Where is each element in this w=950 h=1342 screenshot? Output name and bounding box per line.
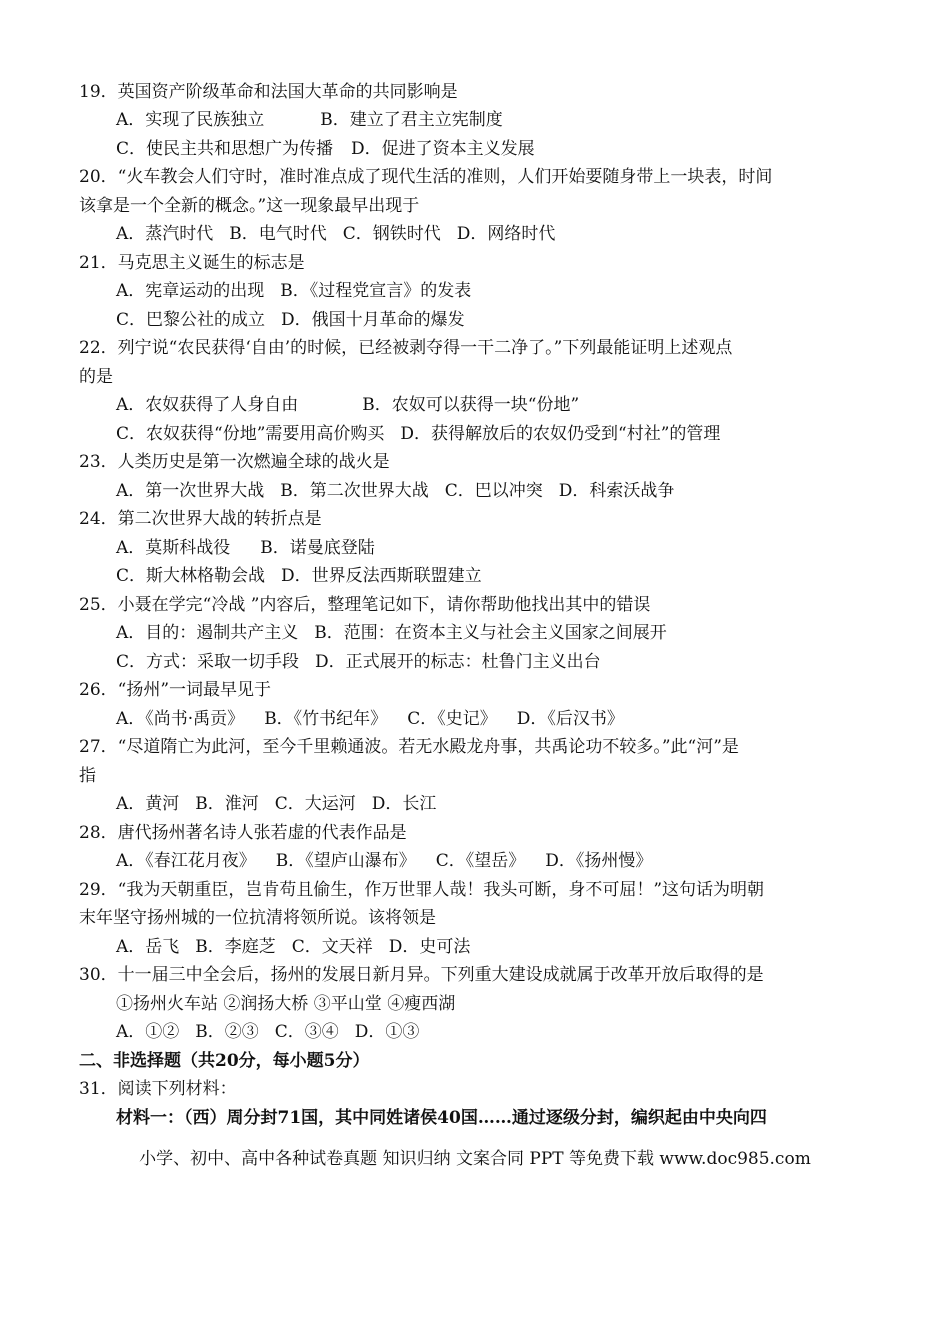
question-20-stem-line1: 20．“火车教会人们守时，准时准点成了现代生活的准则，人们开始要随身带上一块表，时间 xyxy=(79,167,773,187)
option-c: C．《望岳》 xyxy=(435,851,526,871)
option-d: D．史可法 xyxy=(388,937,471,957)
question-30-stem: 30．十一届三中全会后，扬州的发展日新月异。下列重大建设成就属于改革开放后取得的是 xyxy=(79,965,764,985)
option-c: C．大运河 xyxy=(274,794,356,814)
option-d: D．网络时代 xyxy=(456,224,556,244)
option-a: A．《尚书·禹贡》 xyxy=(116,709,245,729)
question-21-options-row2 xyxy=(116,309,465,331)
option-a: A．实现了民族独立 xyxy=(116,110,265,130)
question-19-options-row2 xyxy=(116,138,535,160)
question-29-stem-line1: 29．“我为天朝重臣，岂肯苟且偷生，作万世罪人哉！我头可断，身不可屈！”这句话为明朝 xyxy=(79,880,765,900)
option-c: C．钢铁时代 xyxy=(342,224,441,244)
question-30-items: ①扬州火车站 ②润扬大桥 ③平山堂 ④瘦西湖 xyxy=(116,994,456,1014)
question-22-stem-line1: 22．列宁说“农民获得‘自由’的时候，已经被剥夺得一干二净了。”下列最能证明上述观点 xyxy=(79,338,733,358)
option-d: D．世界反法西斯联盟建立 xyxy=(281,566,482,586)
question-22-options-row2 xyxy=(116,423,720,445)
option-d: D．获得解放后的农奴仍受到“村社”的管理 xyxy=(400,424,721,444)
option-a: A．莫斯科战役 xyxy=(116,538,231,558)
option-a: A．第一次世界大战 xyxy=(116,481,265,501)
option-a: A．宪章运动的出现 xyxy=(116,281,265,301)
question-23-stem: 23．人类历史是第一次燃遍全球的战火是 xyxy=(79,452,390,472)
option-c: C．斯大林格勒会战 xyxy=(116,566,266,586)
question-28-options xyxy=(116,850,652,872)
option-a: A．岳飞 xyxy=(116,937,180,957)
option-d: D．俄国十月革命的爆发 xyxy=(281,310,465,330)
option-d: D．长江 xyxy=(371,794,437,814)
option-b: B．农奴可以获得一块“份地” xyxy=(362,395,580,415)
question-20-options xyxy=(116,223,555,245)
option-b: B．诺曼底登陆 xyxy=(260,538,375,558)
question-27-stem-line2: 指 xyxy=(79,766,96,786)
option-d: D．《扬州慢》 xyxy=(545,851,653,871)
question-26-options xyxy=(116,708,624,730)
option-d: D．①③ xyxy=(354,1022,420,1042)
option-c: C．农奴获得“份地”需要用高价购买 xyxy=(116,424,385,444)
section-2-heading: 二、非选择题（共20分，每小题5分） xyxy=(79,1051,370,1071)
option-c: C．《史记》 xyxy=(407,709,497,729)
option-a: A．黄河 xyxy=(116,794,180,814)
question-23-options xyxy=(116,480,674,502)
option-b: B．②③ xyxy=(195,1022,259,1042)
option-c: C．巴以冲突 xyxy=(444,481,543,501)
question-27-options xyxy=(116,793,436,815)
option-b: B．第二次世界大战 xyxy=(280,481,429,501)
option-d: D．正式展开的标志：杜鲁门主义出台 xyxy=(315,652,601,672)
question-20-stem-line2: 该拿是一个全新的概念。”这一现象最早出现于 xyxy=(79,196,420,216)
question-25-options-row1 xyxy=(116,622,667,644)
question-25-options-row2 xyxy=(116,651,601,673)
question-22-options-row1 xyxy=(116,394,579,416)
option-b: B．范围：在资本主义与社会主义国家之间展开 xyxy=(314,623,667,643)
option-a: A．《春江花月夜》 xyxy=(116,851,256,871)
question-21-options-row1 xyxy=(116,280,471,302)
question-22-stem-line2: 的是 xyxy=(79,367,113,387)
option-b: B．《过程党宣言》的发表 xyxy=(280,281,472,301)
option-b: B．淮河 xyxy=(195,794,259,814)
question-30-options xyxy=(116,1021,419,1043)
question-29-options xyxy=(116,936,470,958)
option-d: D．科索沃战争 xyxy=(558,481,675,501)
option-b: B．李庭芝 xyxy=(195,937,276,957)
option-a: A．农奴获得了人身自由 xyxy=(116,395,299,415)
question-21-stem: 21．马克思主义诞生的标志是 xyxy=(79,253,305,273)
question-19-stem: 19．英国资产阶级革命和法国大革命的共同影响是 xyxy=(79,82,458,102)
option-a: A．①② xyxy=(116,1022,180,1042)
option-c: C．方式：采取一切手段 xyxy=(116,652,300,672)
question-31-stem: 31．阅读下列材料： xyxy=(79,1079,237,1099)
question-25-stem: 25．小聂在学完“冷战 ”内容后，整理笔记如下，请你帮助他找出其中的错误 xyxy=(79,595,651,615)
question-24-options-row2 xyxy=(116,565,482,587)
question-29-stem-line2: 末年坚守扬州城的一位抗清将领所说。该将领是 xyxy=(79,908,436,928)
option-a: A．目的：遏制共产主义 xyxy=(116,623,299,643)
option-b: B．《竹书纪年》 xyxy=(264,709,388,729)
question-24-stem: 24．第二次世界大战的转折点是 xyxy=(79,509,322,529)
option-c: C．文天祥 xyxy=(291,937,373,957)
option-d: D．促进了资本主义发展 xyxy=(351,139,535,159)
option-c: C．使民主共和思想广为传播 xyxy=(116,139,334,159)
option-a: A．蒸汽时代 xyxy=(116,224,214,244)
option-b: B．《望庐山瀑布》 xyxy=(275,851,416,871)
question-27-stem-line1: 27．“尽道隋亡为此河，至今千里赖通波。若无水殿龙舟事，共禹论功不较多。”此“河”是 xyxy=(79,737,739,757)
option-d: D．《后汉书》 xyxy=(516,709,624,729)
question-19-options-row1 xyxy=(116,109,503,131)
option-c: C．巴黎公社的成立 xyxy=(116,310,266,330)
question-24-options-row1 xyxy=(116,537,375,559)
option-c: C．③④ xyxy=(274,1022,339,1042)
footer-download-notice: 小学、初中、高中各种试卷真题 知识归纳 文案合同 PPT 等免费下载 www.doc985.com xyxy=(139,1149,811,1169)
material-1-text: 材料一：（西）周分封71国，其中同姓诸侯40国……通过逐级分封，编织起由中央向四 xyxy=(116,1108,767,1128)
question-26-stem: 26．“扬州”一词最早见于 xyxy=(79,680,272,700)
option-b: B．建立了君主立宪制度 xyxy=(320,110,503,130)
question-28-stem: 28．唐代扬州著名诗人张若虚的代表作品是 xyxy=(79,823,407,843)
option-b: B．电气时代 xyxy=(229,224,327,244)
